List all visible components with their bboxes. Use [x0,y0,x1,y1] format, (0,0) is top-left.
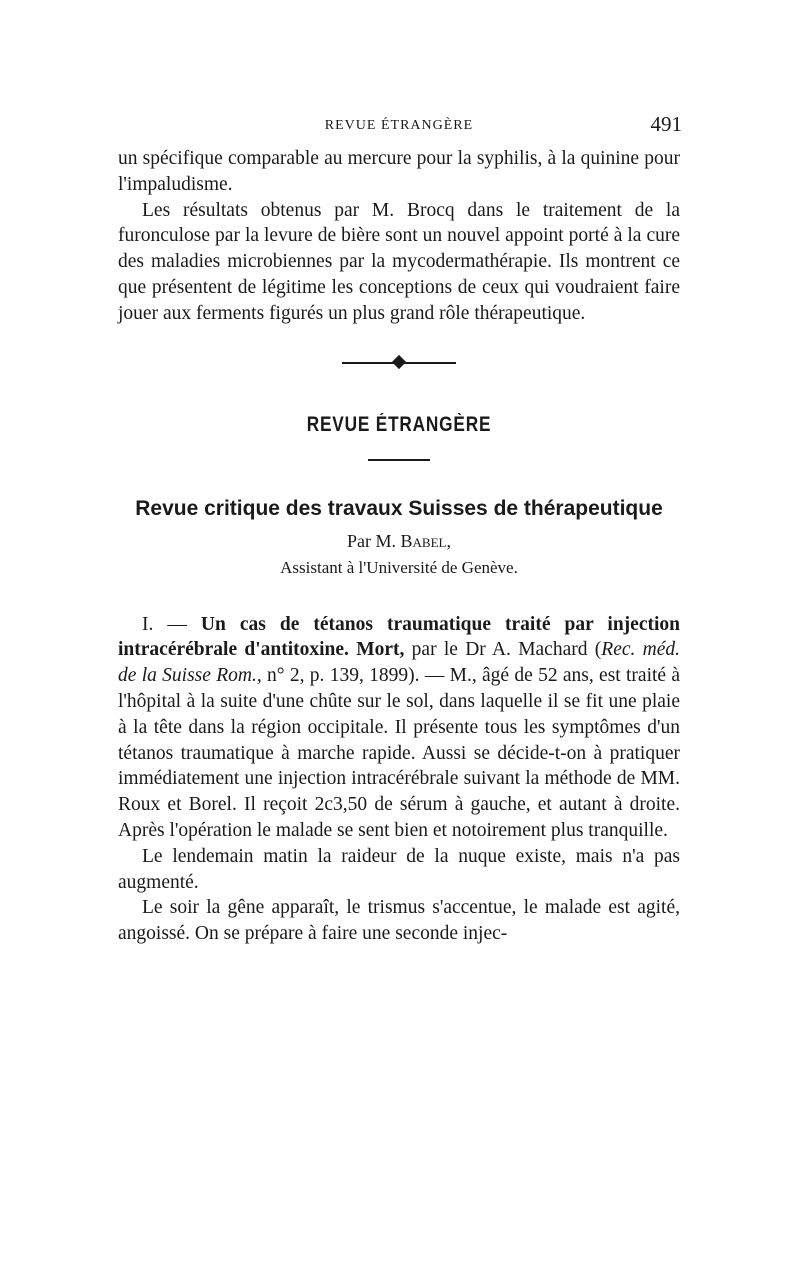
section-title: REVUE ÉTRANGÈRE [306,412,492,436]
byline [118,531,680,552]
section-rule [368,459,430,461]
case-paragraph-1 [118,612,680,844]
intro-paragraph-2: Les résultats obtenus par M. Brocq dans le traitement de la furonculose par la levure de bière sont un nouvel appoint porté à la cure des maladies microbiennes par la mycodermathérapie. Ils montrent ce que présentent de légitime les conceptions de ceux qui voudraient faire jouer aux ferments figurés un plus grand rôle thérapeutique. [118,199,680,324]
case-reference: n° 2, p. 139, 1899). [267,665,420,687]
article-title: Revue critique des travaux Suisses de thérapeutique [135,496,663,520]
case-author: par le Dr A. Machard [411,639,588,661]
page-number: 491 [650,112,682,136]
author-name: Babel, [400,530,451,551]
case-heading: Un cas de tétanos traumatique traité par injection intracérébrale d'antitoxine. Mort, [118,613,680,661]
case-paragraph-2: Le lendemain matin la raideur de la nuque existe, mais n'a pas augmenté. [118,845,680,893]
case-paragraph-3: Le soir la gêne apparaît, le trismus s'accentue, le malade est agité, angoissé. On se prépare à faire une seconde injec- [118,897,680,945]
intro-paragraph-1: un spécifique comparable au mercure pour la syphilis, à la quinine pour l'impaludisme. [118,148,680,195]
case-source: Rec. méd. de la Suisse Rom., [118,639,681,687]
case-number: I. — [142,613,187,635]
author-affiliation: Assistant à l'Université de Genève. [280,557,518,577]
case-text: — M., âgé de 52 ans, est traité à l'hôpital à la suite d'une chûte sur le sol, dans laquelle il se fit une plaie à la tête dans la région occipitale. Il présente tous les symptômes d'un tétanos traumatique à marche rapide. Aussi se décide-t-on à pratiquer immédiatement une injection intracérébrale suivant la méthode de MM. Roux et Borel. Il reçoit 2c3,50 de sérum à gauche, et autant à droite. Après l'opération le malade se sent bien et notoirement plus tranquille. [118,665,681,841]
document-page [118,112,680,947]
ornamental-divider [342,355,456,371]
byline-prefix: Par M. [347,530,397,551]
running-title: REVUE ÉTRANGÈRE [324,118,474,133]
diamond-ornament-icon [392,355,406,369]
running-header [118,112,680,146]
source-open-paren: ( [594,639,602,661]
